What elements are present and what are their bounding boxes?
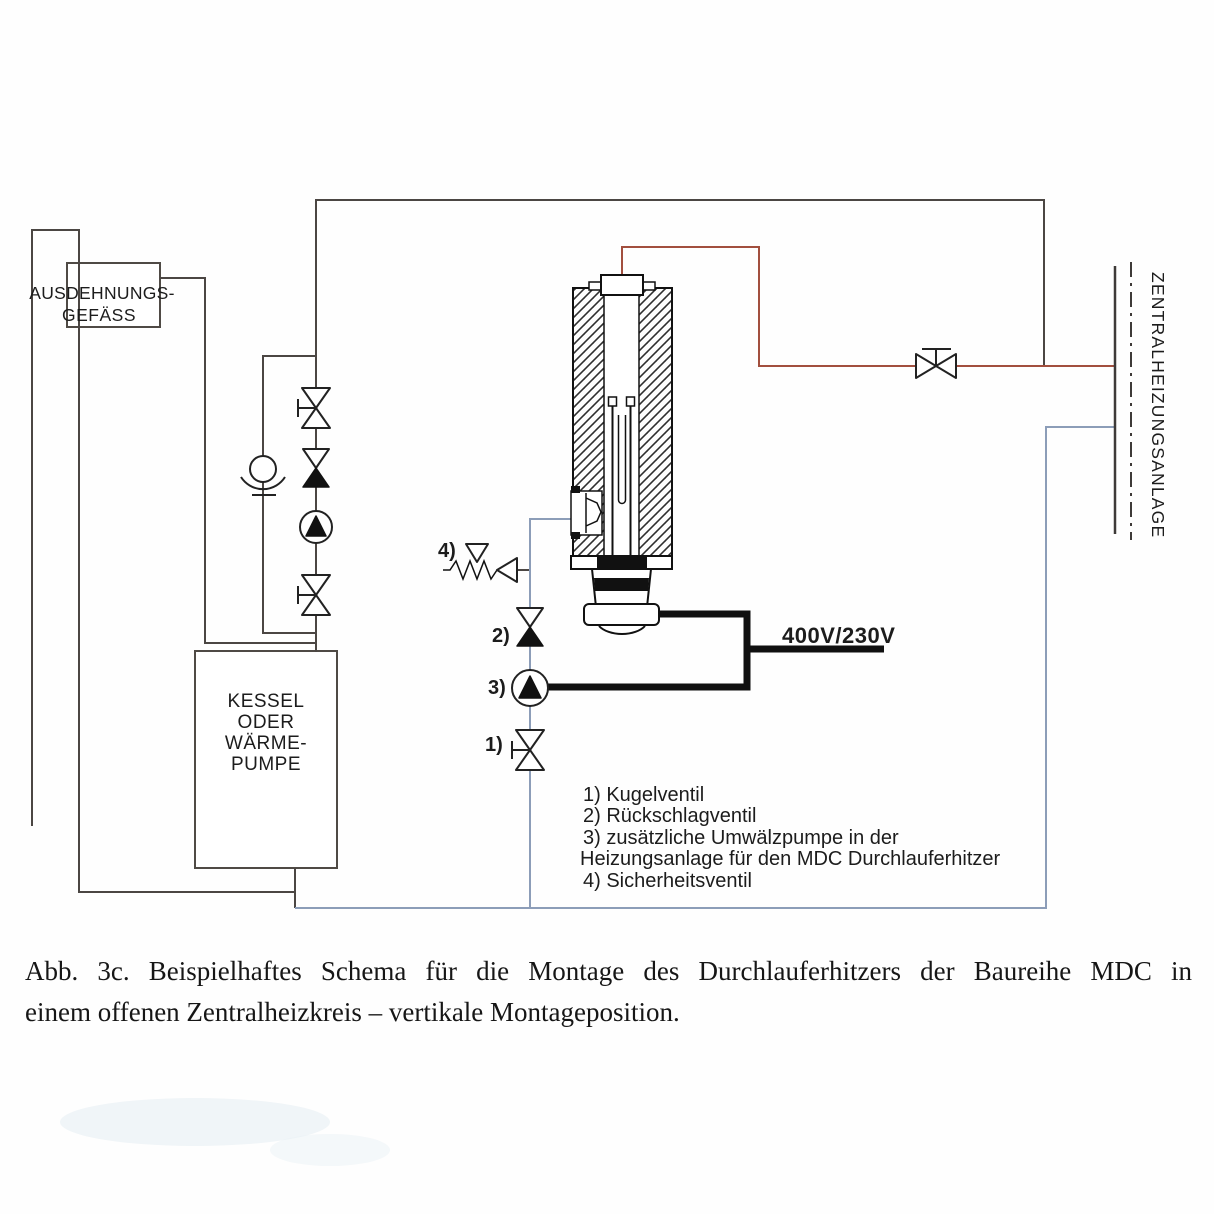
- boiler-label-line3: WÄRME-: [224, 733, 308, 754]
- piping-dark: [32, 200, 1044, 908]
- legend-item-2: 2) Rückschlagventil: [583, 805, 757, 827]
- boiler-label-line2: ODER: [237, 712, 295, 733]
- central-heating-interface: [1115, 262, 1131, 540]
- supply-main-pipe: [316, 200, 1044, 652]
- boiler-label-line4: PUMPE: [230, 754, 302, 775]
- central-heating-label: ZENTRALHEIZUNGSANLAGE: [1148, 272, 1168, 539]
- boiler-label-line1: KESSEL: [227, 691, 305, 712]
- scan-smudge: [60, 1098, 390, 1166]
- heater-side-port: [571, 486, 602, 539]
- marker-1: 1): [485, 734, 503, 756]
- legend-item-3b: Heizungsanlage für den MDC Durchlauferhitzer: [580, 848, 1001, 870]
- ball-valve-symbol: [512, 730, 544, 770]
- boiler-circuit-pump: [300, 511, 332, 543]
- heater-inner-channel: [604, 292, 639, 558]
- legend: [580, 784, 1001, 892]
- expansion-vessel-label-line2: GEFÄSS: [62, 305, 136, 325]
- legend-item-4: 4) Sicherheitsventil: [583, 870, 752, 892]
- legend-item-1: 1) Kugelventil: [583, 784, 705, 806]
- gauge-symbol: [241, 456, 285, 495]
- figure-caption: [25, 951, 1192, 1033]
- boiler-circuit-ball-valve-lower: [298, 575, 330, 615]
- vessel-to-boiler-pipe: [160, 278, 316, 643]
- expansion-vessel-label-line1: AUSDEHNUNGS-: [29, 283, 175, 303]
- check-valve-symbol: [517, 608, 543, 646]
- voltage-label: 400V/230V: [782, 623, 896, 648]
- water-heater-cutaway: [571, 275, 672, 634]
- legend-item-3: 3) zusätzliche Umwälzpumpe in der: [583, 827, 899, 849]
- supply-line-valve: [916, 349, 956, 378]
- heater-top-port: [601, 275, 643, 295]
- caption-line-1: Abb. 3c. Beispielhaftes Schema für die Montage des Durchlauferhitzers der Baureihe MDC in: [25, 956, 1192, 986]
- circulation-pump-symbol: [512, 670, 548, 706]
- heater-top-step-right: [643, 282, 655, 290]
- heater-plug-assembly: [571, 556, 672, 634]
- heater-top-step-left: [589, 282, 601, 290]
- boiler-circuit-ball-valve-upper: [298, 388, 330, 428]
- marker-3: 3): [488, 677, 506, 699]
- marker-2: 2): [492, 625, 510, 647]
- heater-outlet-line: [622, 247, 1115, 366]
- caption-line-2: einem offenen Zentralheizkreis – vertikale Montageposition.: [25, 997, 680, 1027]
- marker-4: 4): [438, 540, 456, 562]
- heater-feed-line: [530, 519, 572, 908]
- boiler-circuit-check-valve: [303, 449, 329, 487]
